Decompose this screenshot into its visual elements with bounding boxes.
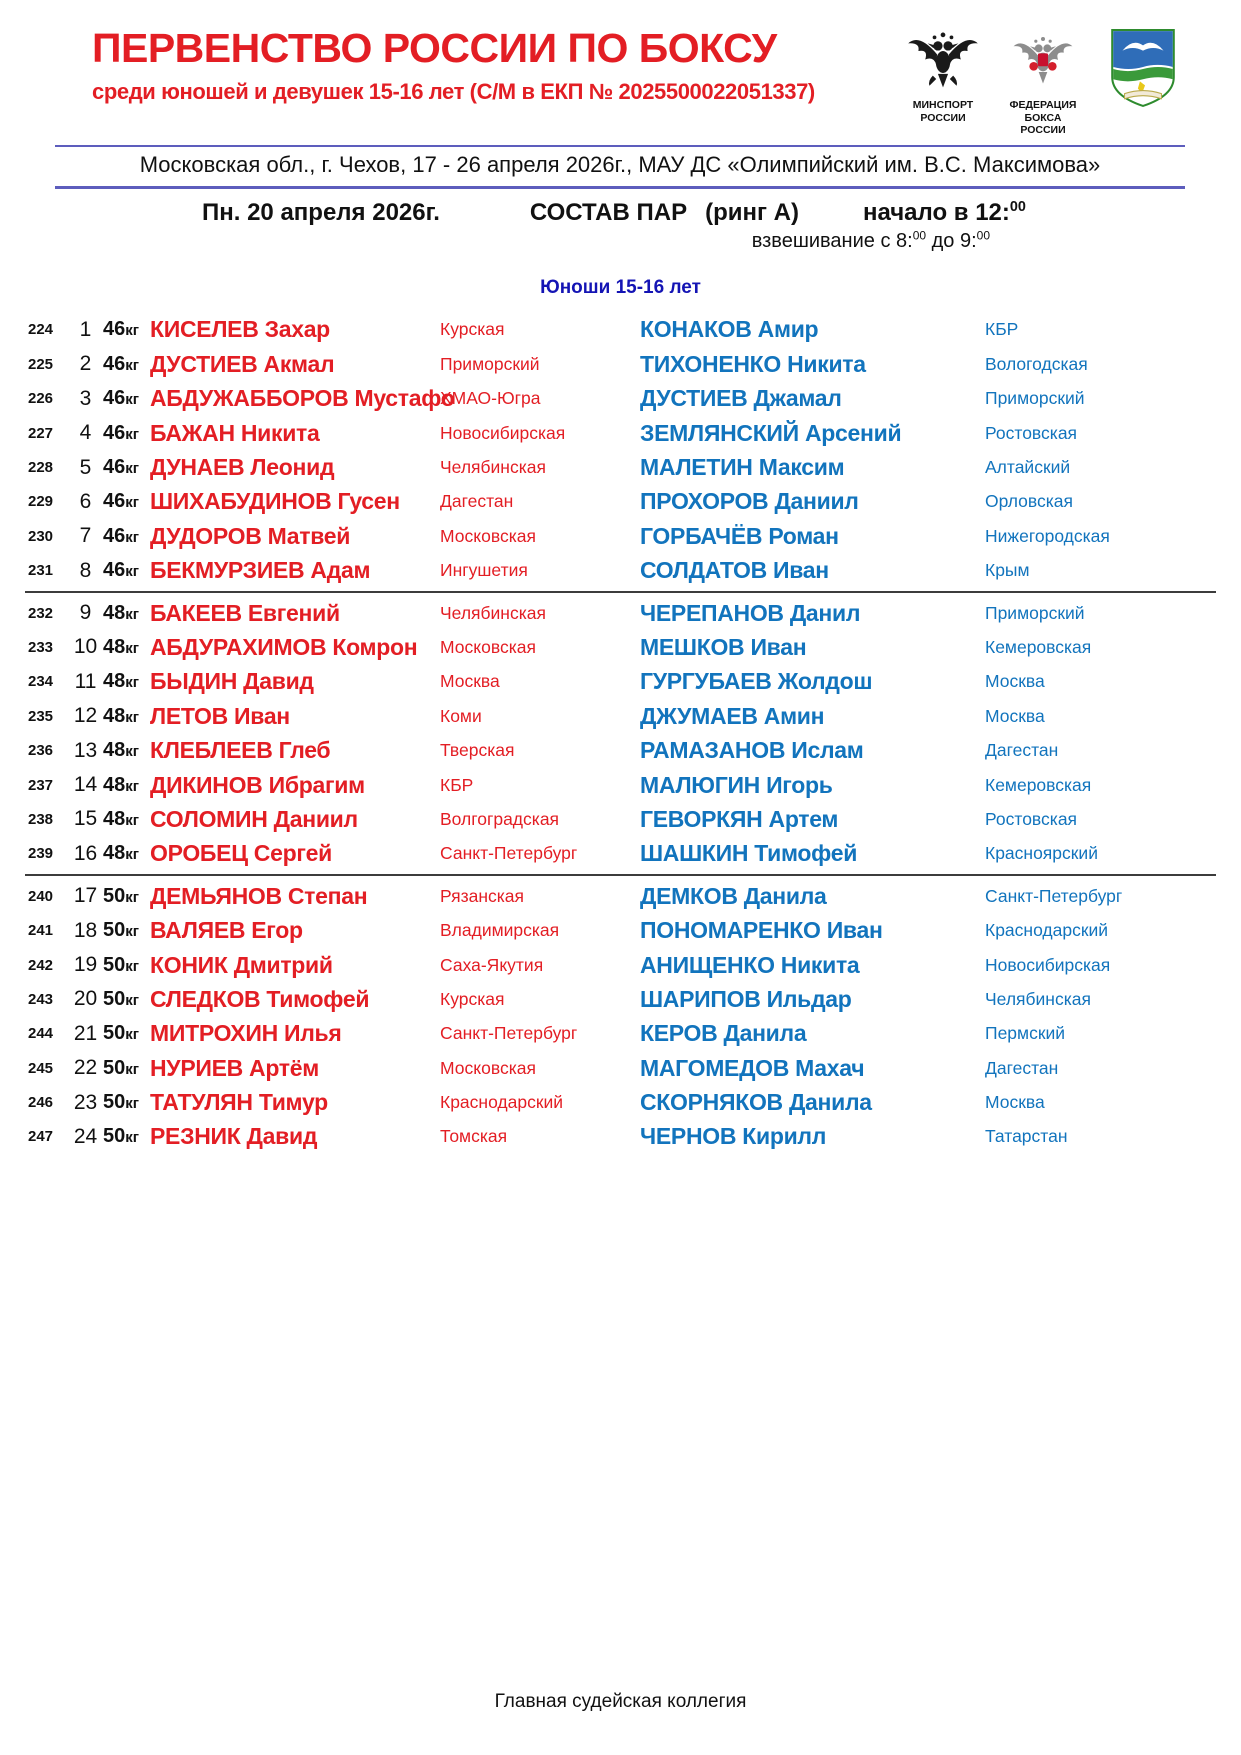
pair-number: 20 [73, 987, 98, 1011]
blue-corner-name: ДУСТИЕВ Джамал [640, 385, 842, 412]
session-meta [0, 199, 1241, 227]
footer-note: Главная судейская коллегия [494, 1691, 747, 1712]
blue-corner-region: Пермский [985, 1023, 1066, 1044]
blue-corner-name: ЧЕРНОВ Кирилл [640, 1123, 827, 1150]
red-corner-region: Челябинская [440, 602, 546, 623]
red-corner-name: ОРОБЕЦ Сергей [150, 840, 332, 867]
pairs-title: СОСТАВ ПАР [529, 198, 688, 226]
weight-class: 50кг [103, 919, 140, 942]
blue-corner-name: ГОРБАЧЁВ Роман [640, 522, 839, 549]
weight-class: 50кг [103, 1091, 140, 1114]
blue-corner-region: Приморский [985, 602, 1085, 623]
red-corner-region: Курская [440, 988, 505, 1009]
weight-class: 46кг [103, 490, 140, 513]
blue-corner-name: ДЕМКОВ Данила [640, 882, 827, 909]
red-corner-name: ДУДОРОВ Матвей [150, 522, 351, 549]
pair-number: 18 [73, 918, 98, 942]
bout-row [0, 485, 1241, 519]
red-corner-region: Волгоградская [440, 808, 560, 829]
weight-class: 46кг [103, 387, 140, 410]
bout-row [0, 554, 1241, 588]
blue-corner-name: СОЛДАТОВ Иван [640, 557, 829, 584]
boxing-federation-eagle-icon [1003, 28, 1083, 96]
pair-number: 14 [73, 773, 98, 797]
blue-corner-name: МАЛЮГИН Игорь [640, 771, 833, 798]
red-corner-name: АБДУРАХИМОВ Комрон [150, 633, 418, 660]
blue-corner-name: ГЕВОРКЯН Артем [640, 805, 839, 832]
red-corner-region: Краснодарский [440, 1092, 564, 1113]
blue-corner-region: Дагестан [985, 1057, 1059, 1078]
blue-corner-region: Нижегородская [985, 525, 1110, 546]
pair-number: 13 [73, 738, 98, 762]
bout-row [0, 768, 1241, 802]
bout-row [0, 347, 1241, 381]
weight-class-divider [25, 874, 1216, 876]
red-corner-name: МИТРОХИН Илья [150, 1020, 342, 1047]
blue-corner-name: ПРОХОРОВ Даниил [640, 488, 859, 515]
blue-corner-name: ПОНОМАРЕНКО Иван [640, 917, 883, 944]
red-corner-name: БАКЕЕВ Евгений [150, 599, 340, 626]
red-corner-name: ШИХАБУДИНОВ Гусен [150, 488, 400, 515]
red-corner-region: Ингушетия [440, 560, 528, 581]
bout-row [0, 733, 1241, 767]
bout-row [0, 1120, 1241, 1154]
bout-row [0, 416, 1241, 450]
bout-row [0, 630, 1241, 664]
start-time: начало в 12:$^{00}$ [862, 198, 1026, 226]
pair-number: 6 [79, 489, 92, 513]
weight-class: 48кг [103, 739, 140, 762]
bout-number: 229 [28, 493, 54, 511]
blue-corner-name: КОНАКОВ Амир [640, 316, 819, 343]
pair-number: 1 [79, 317, 92, 341]
blue-corner-region: Кемеровская [985, 774, 1092, 795]
blue-corner-name: ШАШКИН Тимофей [640, 840, 858, 867]
blue-corner-region: Москва [985, 671, 1045, 692]
minsport-caption: МИНСПОРТ РОССИИ [912, 99, 974, 124]
blue-corner-region: Крым [985, 560, 1030, 581]
bout-number: 245 [28, 1059, 54, 1077]
blue-corner-name: РАМАЗАНОВ Ислам [640, 737, 864, 764]
emblems [903, 26, 1241, 137]
pair-number: 11 [74, 669, 97, 693]
blue-corner-name: ЗЕМЛЯНСКИЙ Арсений [640, 419, 902, 446]
bout-number: 239 [28, 845, 54, 863]
bout-number: 244 [28, 1025, 54, 1043]
header [0, 0, 1241, 137]
red-corner-name: ЛЕТОВ Иван [150, 702, 290, 729]
pair-number: 5 [79, 455, 92, 479]
blue-corner-region: КБР [985, 319, 1019, 340]
blue-corner-region: Красноярский [985, 843, 1098, 864]
bout-row [0, 982, 1241, 1016]
bout-row [0, 382, 1241, 416]
minsport-eagle-icon [903, 28, 983, 96]
red-corner-name: КЛЕБЛЕЕВ Глеб [150, 737, 331, 764]
weight-class-divider [25, 591, 1216, 593]
blue-corner-region: Челябинская [985, 988, 1091, 1009]
pair-number: 15 [73, 807, 98, 831]
weight-class: 50кг [103, 1022, 140, 1045]
red-corner-name: КИСЕЛЕВ Захар [150, 316, 330, 343]
bout-number: 238 [28, 810, 54, 828]
weight-class: 50кг [103, 1056, 140, 1079]
red-corner-region: Санкт-Петербург [440, 843, 578, 864]
red-corner-region: ХМАО-Югра [440, 388, 541, 409]
red-corner-region: Дагестан [440, 491, 514, 512]
blue-corner-region: Новосибирская [985, 954, 1111, 975]
bout-number: 226 [28, 390, 54, 408]
pair-number: 2 [79, 352, 92, 376]
bout-row [0, 948, 1241, 982]
weight-class: 46кг [103, 352, 140, 375]
bouts-table [0, 313, 1241, 1154]
blue-corner-name: МЕШКОВ Иван [640, 633, 807, 660]
chekhov-shield-icon [1103, 28, 1183, 108]
red-corner-name: КОНИК Дмитрий [150, 951, 333, 978]
bout-number: 235 [28, 707, 54, 725]
red-corner-name: ДЕМЬЯНОВ Степан [150, 882, 368, 909]
pair-number: 4 [79, 421, 92, 445]
bout-row [0, 699, 1241, 733]
pair-number: 3 [79, 386, 92, 410]
bout-number: 234 [28, 673, 54, 691]
pair-number: 23 [73, 1090, 98, 1114]
bout-number: 236 [28, 742, 54, 760]
pair-number: 22 [73, 1056, 98, 1080]
weight-class: 46кг [103, 559, 140, 582]
blue-corner-region: Кемеровская [985, 636, 1092, 657]
section-title: Юноши 15-16 лет [540, 276, 701, 298]
weight-class: 50кг [103, 987, 140, 1010]
blue-corner-name: ТИХОНЕНКО Никита [640, 350, 866, 377]
blue-corner-region: Москва [985, 705, 1045, 726]
pair-number: 7 [79, 524, 92, 548]
red-corner-region: Челябинская [440, 457, 546, 478]
pair-number: 16 [73, 841, 98, 865]
bout-row [0, 519, 1241, 553]
red-corner-name: ДУСТИЕВ Акмал [150, 350, 335, 377]
bout-number: 230 [28, 527, 54, 545]
pair-number: 12 [73, 704, 98, 728]
bout-row [0, 1051, 1241, 1085]
blue-corner-region: Татарстан [985, 1126, 1068, 1147]
bout-row [0, 665, 1241, 699]
bout-number: 227 [28, 424, 54, 442]
weight-class: 48кг [103, 807, 140, 830]
bout-row [0, 802, 1241, 836]
bout-number: 242 [28, 956, 54, 974]
blue-corner-name: СКОРНЯКОВ Данила [640, 1089, 872, 1116]
red-corner-region: Московская [440, 636, 536, 657]
blue-corner-region: Ростовская [985, 422, 1078, 443]
pair-number: 24 [73, 1124, 98, 1148]
bout-number: 246 [28, 1094, 54, 1112]
bout-number: 228 [28, 459, 54, 477]
blue-corner-name: ЧЕРЕПАНОВ Данил [640, 599, 861, 626]
blue-corner-name: ГУРГУБАЕВ Жолдош [640, 668, 873, 695]
bout-row [0, 1085, 1241, 1119]
venue-banner: Московская обл., г. Чехов, 17 - 26 апреля 2026г., МАУ ДС «Олимпийский им. В.С. Максимова» [55, 145, 1185, 189]
red-corner-name: ВАЛЯЕВ Егор [150, 917, 303, 944]
red-corner-name: БЕКМУРЗИЕВ Адам [150, 557, 371, 584]
blue-corner-region: Санкт-Петербург [985, 885, 1123, 906]
boxing-federation-emblem [1003, 28, 1083, 137]
bout-row [0, 313, 1241, 347]
blue-corner-name: МАГОМЕДОВ Махач [640, 1054, 865, 1081]
chekhov-coat-of-arms [1103, 28, 1183, 137]
red-corner-name: АБДУЖАББОРОВ Мустафо [150, 385, 455, 412]
red-corner-region: Приморский [440, 353, 540, 374]
red-corner-region: Московская [440, 1057, 536, 1078]
red-corner-region: Москва [440, 671, 500, 692]
bout-row [0, 913, 1241, 947]
header-text [0, 26, 903, 105]
blue-corner-region: Ростовская [985, 808, 1078, 829]
weight-class: 48кг [103, 635, 140, 658]
red-corner-name: БЫДИН Давид [150, 668, 314, 695]
weight-class: 50кг [103, 884, 140, 907]
weight-class: 46кг [103, 421, 140, 444]
red-corner-name: ДИКИНОВ Ибрагим [150, 771, 365, 798]
bout-number: 232 [28, 604, 54, 622]
bout-number: 225 [28, 355, 54, 373]
weight-class: 46кг [103, 456, 140, 479]
bout-row [0, 1017, 1241, 1051]
blue-corner-region: Вологодская [985, 353, 1088, 374]
weight-class: 50кг [103, 953, 140, 976]
red-corner-region: Московская [440, 525, 536, 546]
bout-row [0, 879, 1241, 913]
bout-number: 231 [28, 562, 54, 580]
page-subtitle: среди юношей и девушек 15-16 лет (С/М в ЕКП № 2025500022051337) [92, 78, 815, 104]
bout-number: 224 [28, 321, 54, 339]
red-corner-name: РЕЗНИК Давид [150, 1123, 318, 1150]
weight-class: 48кг [103, 670, 140, 693]
red-corner-name: ДУНАЕВ Леонид [150, 454, 335, 481]
blue-corner-region: Приморский [985, 388, 1085, 409]
red-corner-region: Санкт-Петербург [440, 1023, 578, 1044]
red-corner-name: БАЖАН Никита [150, 419, 320, 446]
boxing-federation-caption: ФЕДЕРАЦИЯ БОКСА РОССИИ [1009, 99, 1077, 137]
red-corner-name: СЛЕДКОВ Тимофей [150, 985, 370, 1012]
weight-class: 46кг [103, 318, 140, 341]
red-corner-name: СОЛОМИН Даниил [150, 805, 358, 832]
pair-number: 21 [73, 1021, 98, 1045]
red-corner-name: ТАТУЛЯН Тимур [150, 1089, 328, 1116]
pair-number: 9 [79, 601, 92, 625]
blue-corner-region: Краснодарский [985, 920, 1109, 941]
blue-corner-region: Алтайский [985, 457, 1071, 478]
blue-corner-region: Москва [985, 1092, 1045, 1113]
blue-corner-name: КЕРОВ Данила [640, 1020, 807, 1047]
bout-row [0, 450, 1241, 484]
red-corner-region: КБР [440, 774, 474, 795]
red-corner-region: Новосибирская [440, 422, 566, 443]
page-title: ПЕРВЕНСТВО РОССИИ ПО БОКСУ [92, 25, 777, 71]
blue-corner-name: АНИЩЕНКО Никита [640, 951, 860, 978]
minsport-emblem [903, 28, 983, 137]
red-corner-region: Саха-Якутия [440, 954, 544, 975]
blue-corner-name: ШАРИПОВ Ильдар [640, 985, 852, 1012]
red-corner-region: Владимирская [440, 920, 560, 941]
weight-class: 48кг [103, 773, 140, 796]
pair-number: 17 [73, 884, 98, 908]
red-corner-region: Рязанская [440, 885, 524, 906]
bout-row [0, 837, 1241, 871]
bout-number: 233 [28, 638, 54, 656]
blue-corner-region: Орловская [985, 491, 1073, 512]
pair-number: 19 [73, 953, 98, 976]
red-corner-region: Курская [440, 319, 505, 340]
red-corner-region: Тверская [440, 740, 515, 761]
blue-corner-region: Дагестан [985, 740, 1059, 761]
blue-corner-name: ДЖУМАЕВ Амин [640, 702, 825, 729]
bout-number: 241 [28, 922, 54, 940]
pair-number: 10 [73, 635, 98, 659]
bout-number: 240 [28, 887, 54, 905]
red-corner-region: Томская [440, 1126, 508, 1147]
bout-number: 247 [28, 1128, 54, 1146]
bout-row [0, 596, 1241, 630]
weight-class: 50кг [103, 1125, 140, 1148]
blue-corner-name: МАЛЕТИН Максим [640, 454, 845, 481]
weighin-note: взвешивание с 8:$^{00}$ до 9:$^{00}$ [751, 228, 990, 252]
weight-class: 48кг [103, 704, 140, 727]
session-date: Пн. 20 апреля 2026г. [202, 198, 440, 226]
pair-number: 8 [79, 558, 92, 582]
weight-class: 46кг [103, 524, 140, 547]
weight-class: 48кг [103, 601, 140, 624]
red-corner-name: НУРИЕВ Артём [150, 1054, 319, 1081]
bout-number: 237 [28, 776, 54, 794]
bout-number: 243 [28, 990, 54, 1008]
red-corner-region: Коми [440, 705, 482, 726]
weight-class: 48кг [103, 842, 140, 865]
ring-label: (ринг А) [705, 198, 799, 226]
